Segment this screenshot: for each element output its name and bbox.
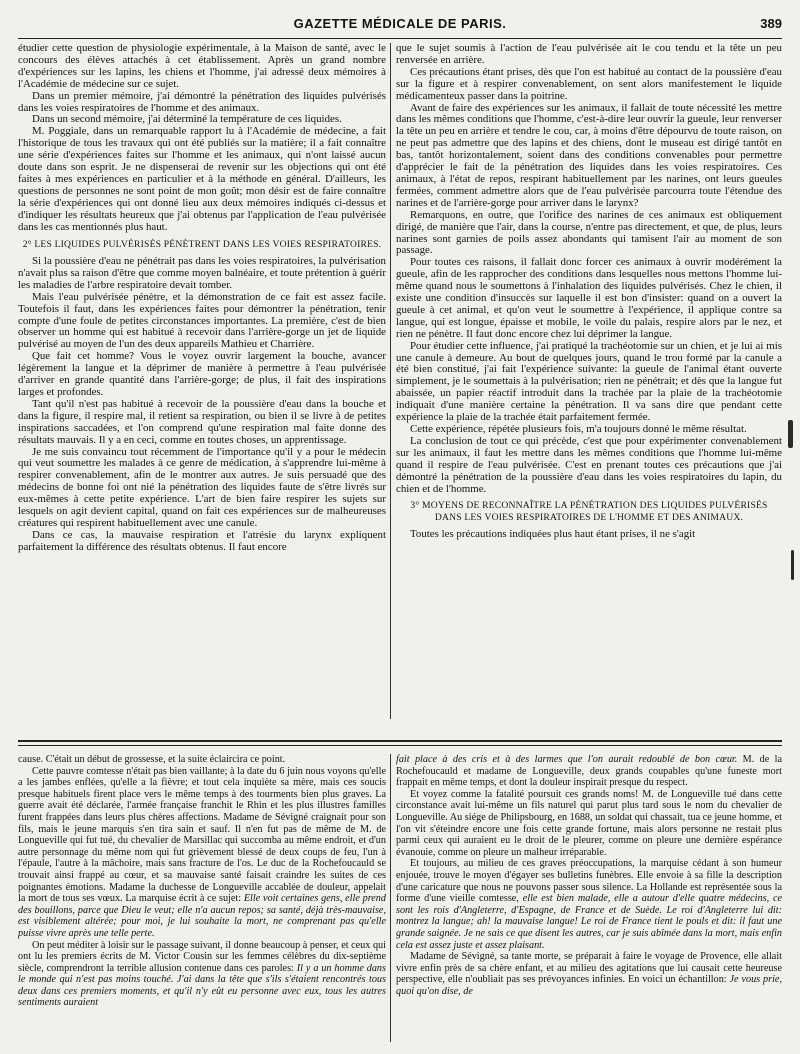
- quotation: Il y a un homme dans le monde qui n'est pas moins touché. J'ai dans la tête que s'ils s'étaient rencontrés tous deux dans ces premiers moments, et qu'il n'y eût eu personne avec eux, tous les autres sentiments auraient: [18, 962, 386, 1009]
- paragraph: Mais l'eau pulvérisée pénètre, et la démonstration de ce fait est assez facile. Toutefois il faut, dans les expériences faites pour démontrer la pénétration, tenir compte d'une foule de petites circonstances importantes. La première, c'est de bien observer un homme qui est habitué à recevoir dans l'arrière-gorge un jet de liquide pulvérisé au moyen de l'un des deux appareils Mathieu et Charrière.: [18, 290, 386, 351]
- quotation: Je vous prie, quoi qu'on dise, de: [396, 974, 782, 997]
- paragraph: Dans un second mémoire, j'ai déterminé la température de ces liquides.: [32, 113, 342, 126]
- paragraph: Avant de faire des expériences sur les animaux, il fallait de toute nécessité les mettre dans les mêmes conditions que l'homme, c'est-à-dire leur ouvrir la gueule, leur renverser la tête un peu en arrière et tendre le cou, car, à moins d'être dépourvu de toute raison, on ne peut pas admettre que des lapins et des chiens, dont le museau est dirigé tantôt en bas, tantôt horizontalement, soient dans des conditions convenables pour permettre d'apprécier le fait de la pénétration des liquides dans les voies respiratoires. Ces animaux, à l'état de repos, respirant habituellement par les narines, ont leurs gueules fermées, comment admettre alors que de l'eau pulvérisée parcourra toute l'étendue des narines et de l'arrière-gorge pour arriver dans le larynx?: [396, 101, 782, 209]
- paragraph-text: On peut méditer à loisir sur le passage suivant, il donne beaucoup à penser, et ceux qui ont lu les premiers écrits de M. Victor Cousin sur les femmes célèbres du dix-septième siècle, comprendront la terrible allusion contenue dans ces paroles:: [18, 939, 386, 974]
- feuilleton-left-column: [18, 754, 386, 1042]
- paragraph: Toutes les précautions indiquées plus haut étant prises, il ne s'agit: [410, 528, 696, 541]
- paragraph: Je me suis convaincu tout récemment de l'importance qu'il y a pour le médecin qui veut soumettre les malades à ce genre de médication, à s'apprendre lui-même à respirer convenablement, afin de le montrer aux autres. Je suis persuadé que des médecins de bonne foi ont nié la pénétration des liquides faute de s'être livrés sur eux-mêmes à cette petite expérience. L'art de bien faire respirer les sujets sur lesquels on agit devient capital, quand on fait ces expériences sur de malheureuses créatures qui respirent habituellement avec une canule.: [18, 445, 386, 529]
- paragraph: [396, 858, 782, 951]
- column-divider: [390, 43, 391, 719]
- top-left-column: [18, 43, 386, 719]
- quotation: elle est bien malade, elle a autour d'elle quatre médecins, ce sont les rois d'Angleterre, d'Espagne, de France et de Suède. Le roi d'Angleterre lui dit: montrez la langue; ah! la mauvaise langue! Le roi de France tient le pouls et dit: il faut une grande saignée. Je ne sais ce que disent les autres, car je suis abîmée dans la mort, mais enfin cela est assez juste et assez plaisant.: [396, 893, 782, 951]
- paragraph: cause. C'était un début de grossesse, et la suite éclaircira ce point.: [18, 754, 286, 765]
- paragraph: Et voyez comme la fatalité poursuit ces grands noms! M. de Longueville tué dans cette circonstance avait lui-même un fils naturel qui parut plus tard sous le nom du chevalier de Longueville. Au siége de Philipsbourg, en 1688, un soldat qui chassait, tua ce jeune homme, et l'on vit s'éteindre encore une fois cette grande fortune, mais alors personne ne restait plus parmi ceux qui auraient eu le droit de le pleurer, comme on pleure une dernière espérance évanouie, comme on pleure un malheur irréparable.: [396, 788, 782, 858]
- paragraph: Si la poussière d'eau ne pénétrait pas dans les voies respiratoires, la pulvérisation n'avait plus sa raison d'être que comme moyen balnéaire, et toute prétention à guérir les maladies de l'arbre respiratoire devait tomber.: [18, 255, 386, 291]
- paragraph: Ces précautions étant prises, dès que l'on est habitué au contact de la poussière d'eau sur la figure et à respirer convenablement, on sent alors manifestement le liquide médicamenteux passer dans la poitrine.: [396, 65, 782, 102]
- paragraph: La conclusion de tout ce qui précède, c'est que pour expérimenter convenablement sur les animaux, il faut les mettre dans les mêmes conditions que l'homme lui-même quand il respire de l'eau pulvérisée. C'est en prenant toutes ces précautions que j'ai démontré la pénétration de la poussière d'eau dans les voies respiratoires du lapin, du chien et de l'homme.: [396, 434, 782, 495]
- paragraph-text: Madame de Sévigné, sa tante morte, se préparait à faire le voyage de Provence, elle allait vivre enfin près de sa chère enfant, et au milieu des agitations que lui causait cette heureuse perspective, elle n'oubliait pas ses prévoyances infinies. En voici un échantillon:: [396, 951, 782, 986]
- paragraph: Remarquons, en outre, que l'orifice des narines de ces animaux est obliquement dirigé, de manière que l'air, dans la course, n'entre pas directement, et que, de plus, leurs narines sont garnies de poils assez abondants qui tamisent l'air au moment de son passage.: [396, 208, 782, 257]
- paragraph: [396, 754, 782, 789]
- feuilleton-rule-thick: [18, 740, 782, 742]
- paragraph-text: M. de la Rochefoucauld et madame de Longueville, deux grands coupables qu'une funeste mort frappait en même temps, et dont la douleur inspirait presque du respect.: [396, 754, 782, 789]
- paragraph: que le sujet soumis à l'action de l'eau pulvérisée ait le cou tendu et la tête un peu renversée en arrière.: [396, 43, 782, 66]
- feuilleton-right-column: [396, 754, 782, 1042]
- paragraph: [396, 951, 782, 997]
- paragraph: Dans ce cas, la mauvaise respiration et l'atrésie du larynx expliquent parfaitement la différence des résultats obtenus. Il faut encore: [18, 528, 386, 553]
- paragraph: Tant qu'il n'est pas habitué à recevoir de la poussière d'eau dans la bouche et dans la figure, il respire mal, il retient sa respiration, ou bien il se livre à de petites inspirations saccadées, et l'on comprend qu'une respiration mal faite donne des résultats mauvais. Il y a en ceci, comme en toutes choses, un apprentissage.: [18, 397, 386, 446]
- section-heading: 3° MOYENS DE RECONNAÎTRE LA PÉNÉTRATION DES LIQUIDES PULVÉRISÉS DANS LES VOIES RESPIRATOIRES DE L'HOMME ET DES ANIMAUX.: [410, 500, 768, 523]
- paragraph: M. Poggiale, dans un remarquable rapport lu à l'Académie de médecine, a fait l'historique de tous les travaux qui ont été publiés sur la matière; il a fait connaître une série d'expériences faites sur l'homme et les animaux, qui n'ont laissé aucun doute dans son esprit. Je ne dispenserai de revenir sur les objections qui ont été faites à mes expériences en particulier et à la méthode en général. D'ailleurs, les questions de personnes ne sont point de mon goût; mon désir est de faire connaître la série d'expériences qui ont donné lieu aux deux mémoires indiqués ci-dessus et d'indiquer les résultats heureux que j'ai obtenus par l'application de l'eau pulvérisée dans les cas mentionnés plus haut.: [18, 125, 386, 233]
- quotation: fait place à des cris et à des larmes que l'on aurait redoublé de bon cœur.: [396, 754, 738, 765]
- quotation: Elle voit certaines gens, elle prend des bouillons, parce que Dieu le veut; elle n'a aucun repos; sa santé, déjà très-mauvaise, est visiblement altérée; pour moi, je lui souhaite la mort, ne comprenant pas qu'elle puisse vivre après une telle perte.: [18, 893, 386, 939]
- margin-ink-mark: [791, 550, 794, 580]
- margin-ink-mark: [788, 420, 793, 448]
- paragraph: [18, 940, 386, 1010]
- paragraph: Que fait cet homme? Vous le voyez ouvrir largement la bouche, avancer légèrement la langue et la déprimer de manière à permettre à l'eau pulvérisée d'arriver en grande quantité dans l'arrière-gorge; de plus, il fait des inspirations larges et profondes.: [18, 350, 386, 398]
- feuilleton-rule-thin: [18, 745, 782, 746]
- paragraph: Dans un premier mémoire, j'ai démontré la pénétration des liquides pulvérisés dans les voies respiratoires de l'homme et des animaux.: [18, 89, 386, 114]
- paragraph: Cette expérience, répétée plusieurs fois, m'a toujours donné le même résultat.: [410, 423, 747, 435]
- journal-title: GAZETTE MÉDICALE DE PARIS.: [293, 16, 507, 31]
- page-header: [18, 16, 782, 39]
- top-right-column: [396, 43, 782, 719]
- page-number: 389: [760, 16, 782, 31]
- paragraph: Pour toutes ces raisons, il fallait donc forcer ces animaux à ouvrir modérément la gueule, afin de les rapprocher des conditions dans lesquelles nous mettons l'homme lui-même quand nous le soumettons à l'inhalation des liquides pulvérisés. Chez le chien, il existe une condition d'insuccès sur laquelle il est bon d'insister: quand on a ouvert la gueule à cet animal, et qu'on veut le soumettre à l'expérience, il applique contre sa langue, qui est longue, épaisse et mobile, le voile du palais, respire alors par le nez, et rien ne pénètre. Il faut donc encore chez lui déprimer la langue.: [396, 256, 782, 340]
- paragraph-text: Cette pauvre comtesse n'était pas bien vaillante; à la date du 6 juin nous voyons qu'elle a les jambes enflées, qu'elle a la fièvre; et tout cela inquiète sa mère, mais ces soucis presque habituels firent place vers le même temps à des tourments bien plus graves. La guerre avait été déclarée, l'armée française franchit le Rhin et les plus illustres familles furent frappées dans leurs plus chères affections. Madame de Sévigné craignait pour son fils, mais le jeune marquis s'en tira sain et sauf. Il n'en fut pas de même de M. de Longueville qui fut tué, du chevalier de Marsillac qui succomba au même endroit, et d'un autre personnage du même nom qui fut grièvement blessé de deux coups de feu, l'un à l'épaule, l'autre à la mâchoire, mais sans fracture de l'os. Le duc de la Rochefoucauld se trouvait ainsi frappé au cœur, et sa mauvaise santé faisait craindre les suites de ces poignantes émotions. Madame la duchesse de Longueville accablée de douleur, appelait la mort de tous ses vœux. La marquise écrit à ce sujet:: [18, 765, 386, 905]
- paragraph-text: Et toujours, au milieu de ces graves préoccupations, la marquise cédant à son humeur enjouée, trouve le moyen d'égayer ses bulletins funèbres. Elle envoie à sa fille la description d'une caricature que nous ne pouvons passer sous silence. La Hollande est représentée sous la forme d'une vieille comtesse,: [396, 858, 782, 905]
- paragraph: Pour étudier cette influence, j'ai pratiqué la trachéotomie sur un chien, et je lui ai mis une canule à demeure. Au bout de quelques jours, quand le trou formé par la canule a été bien constitué, j'ai fait l'expérience suivante: la gueule de l'animal étant ouverte simplement, je le soumettais à la pulvérisation; rien ne pénétrait; et dès que la langue fut abaissée, un papier réactif introduit dans la trachée par la plaie de la trachéotomie indiquait d'une manière certaine la pénétration. Il va sans dire que pendant cette expérience la plaie de la trachée était parfaitement fermée.: [396, 339, 782, 424]
- paragraph: [18, 766, 386, 940]
- section-heading: 2° LES LIQUIDES PULVÉRISÉS PÉNÈTRENT DANS LES VOIES RESPIRATOIRES.: [22, 238, 382, 250]
- column-divider: [390, 754, 391, 1042]
- paragraph: étudier cette question de physiologie expérimentale, à la Maison de santé, avec le concours des élèves attachés à cet établissement. Après un grand nombre d'expériences sur les lapins, les chiens et l'homme, j'ai adressé deux mémoires à l'Académie de médecine sur ce sujet.: [18, 43, 386, 90]
